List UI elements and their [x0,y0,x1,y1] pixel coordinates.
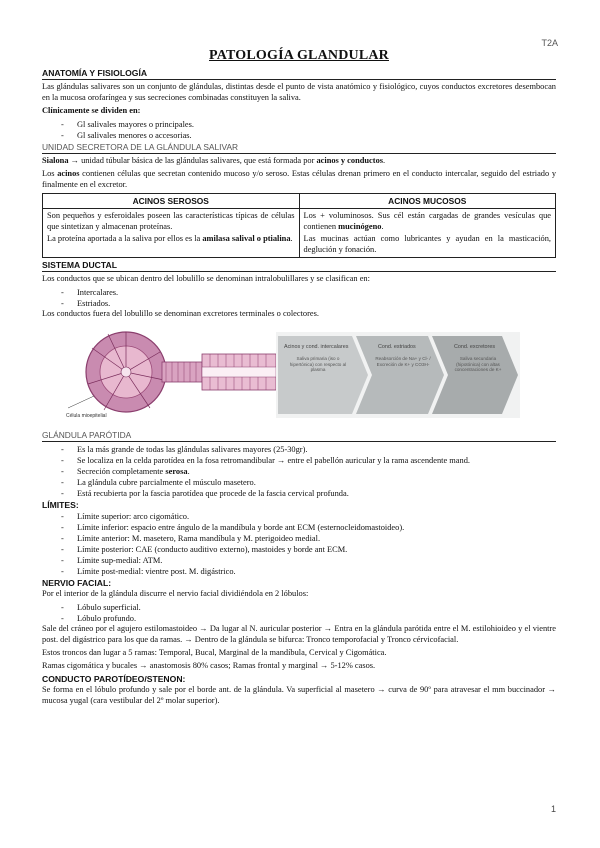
term-mucinogeno: mucinógeno [338,221,382,231]
paragraph-excretores: Los conductos fuera del lobulillo se denominan excretores terminales o colectores. [42,309,319,319]
list-limites [42,511,556,577]
paragraph-nervio-intro: Por el interior de la glándula discurre el nervio facial dividiéndola en 2 lóbulos: [42,589,309,599]
list-item [42,466,556,477]
paragraph-conductos: Los conductos que se ubican dentro del lobulillo se denominan intralobulillares y se clasifican en: [42,274,370,284]
text: Secreción completamente [77,467,166,477]
list-item: - Intercalares. [42,287,556,298]
text: → unidad túbular básica de las glándulas salivares, que está formada por [68,155,317,165]
list-item: - Límite anterior: M. masetero, Rama mandíbula y M. pterigoideo medial. [42,533,556,544]
document-body [42,48,556,709]
text: . [290,234,293,244]
list-item: - Gl salivales mayores o principales. [42,119,556,130]
list-item: - Está recubierta por la fascia parotídea que procede de la fascia cervical profunda. [42,488,556,499]
clinical-label-text: Clínicamente se dividen en: [42,105,141,115]
paragraph-conducto: Se forma en el lóbulo profundo y sale por el borde ant. de la glándula. Va superficial al masetero → curva de 90º para atravesar el mm buccinador → mucosa yugal (cara vestibular del 2º molar superior). [42,684,556,705]
arrow1-title: Acinos y cond. intercalares [284,344,349,351]
list-item: - Límite sup-medial: ATM. [42,555,556,566]
list-gland-types [42,119,556,141]
subsection-heading-unidad: UNIDAD SECRETORA DE LA GLÁNDULA SALIVAR [42,142,556,154]
list-item: - Límite inferior: espacio entre ángulo de la mandíbula y borde ant ECM (esternocleidomastoideo). [42,522,556,533]
subsection-heading-parotida: GLÁNDULA PARÓTIDA [42,430,556,442]
text: contienen células que secretan contenido mucoso y/o seroso. Estas células drenan primero en el conducto intercalar, seguido del estriado y finalmente en el excretor. [42,168,557,189]
list-item: - La glándula cubre parcialmente el músculo masetero. [42,477,556,488]
figure-row [42,324,556,424]
term-sialona: Sialona [42,155,69,165]
arrow3-title: Cond. excretores [454,344,496,351]
section-heading-conducto: CONDUCTO PAROTÍDEO/STENON: [42,673,186,684]
flow-arrows [276,332,520,418]
paragraph-sialona [42,156,556,167]
text: . [187,467,190,477]
list-item: - Es la más grande de todas las glándulas salivares mayores (25-30gr). [42,444,556,455]
term-amilasa: amilasa salival o ptialina [202,234,291,244]
paragraph-glandulas: Las glándulas salivares son un conjunto de glándulas, distintas desde el punto de vista anatómico y fisiológico, cuyos conductos excretores desembocan en la mucosa orofaríngea y sus secreciones combinadas constituyen la saliva. [42,82,556,102]
text: . [381,221,384,231]
clinical-label [42,106,556,117]
list-parotida [42,444,556,499]
mucosos-text [304,211,552,232]
paragraph-nervio-recorrido: Sale del cráneo por el agujero estilomastoideo → Da lugar al N. auricular posterior → Entra en la glándula parótida entre el M. estilohioideo y el vientre post. del digástrico para los que da ramas. → Dentro de la glándula se bifurca: Tronco temporofacial y Tronco cérvicofacial. [42,624,556,645]
page-title: PATOLOGÍA GLANDULAR [209,48,389,63]
list-item: - Límite superior: arco cigomático. [42,511,556,522]
term-serosa: serosa [165,467,188,477]
list-item: - Límite posterior: CAE (conducto auditivo externo), mastoides y borde ant ECM. [42,544,556,555]
arrow2-text: Reabsorción de Na+ y Cl- / Excreción de K+ y CO3H- [375,356,431,367]
acinos-table [42,193,556,258]
list-item: - Se localiza en la celda parotídea en la fosa retromandibular → entre el pabellón auricular y la rama ascendente mand. [42,455,556,466]
paragraph-acinos [42,169,556,191]
list-conductos [42,287,556,309]
text: . [383,155,386,165]
section-heading-limites: LÍMITES: [42,500,79,511]
list-item: - Lóbulo superficial. [42,602,556,613]
paragraph-nervio-anastomosis: Ramas cigomática y bucales → anastomosis 80% casos; Ramas frontal y marginal → 5-12% casos. [42,660,376,670]
header-code: T2A [541,38,558,48]
table-cell-mucosos [299,209,556,258]
mucosos-mucinas: Las mucinas actúan como lubricantes y ayudan en la masticación, deglución y fonación. [303,234,551,254]
list-lobulos [42,602,556,624]
list-item: - Lóbulo profundo. [42,613,556,624]
section-heading-anatomia: ANATOMÍA Y FISIOLOGÍA [42,68,556,80]
term-acinos-conductos: acinos y conductos [316,155,384,165]
arrow3-text: Saliva secundaria (hipotónica) con altas concentraciones de K+ [454,356,502,373]
text: Los + voluminosos. Sus cél están cargadas de grandes vesículas que contienen [303,211,551,231]
page-number: 1 [550,804,556,814]
diagram-label: Célula mioepitelial [66,413,107,420]
table-header-mucosos: ACINOS MUCOSOS [299,194,556,209]
text: La proteína aportada a la saliva por ellos es la [47,234,203,244]
section-heading-nervio: NERVIO FACIAL: [42,578,112,589]
serosos-text: Son pequeños y esferoidales poseen las características típicas de células que sintetizan y almacenan proteínas. [47,211,295,231]
table-cell-serosos [43,209,300,258]
paragraph-nervio-ramas: Estos troncos dan lugar a 5 ramas: Temporal, Bucal, Marginal de la mandíbula, Cervical y Cigomática. [42,647,387,657]
list-item: - Estriados. [42,298,556,309]
arrow1-text: Saliva primaria (iso o hipertónica) con respecto al plasma [289,356,347,373]
list-item: - Límite post-medial: vientre post. M. digástrico. [42,566,556,577]
serosos-amilasa [47,234,295,245]
arrow2-title: Cond. estriados [378,344,416,351]
section-heading-ductal: SISTEMA DUCTAL [42,260,556,272]
acinus-diagram [64,324,292,422]
term-acinos: acinos [57,168,80,178]
table-header-serosos: ACINOS SEROSOS [43,194,300,209]
text: Los [42,168,58,178]
list-item: - Gl salivales menores o accesorias. [42,130,556,141]
